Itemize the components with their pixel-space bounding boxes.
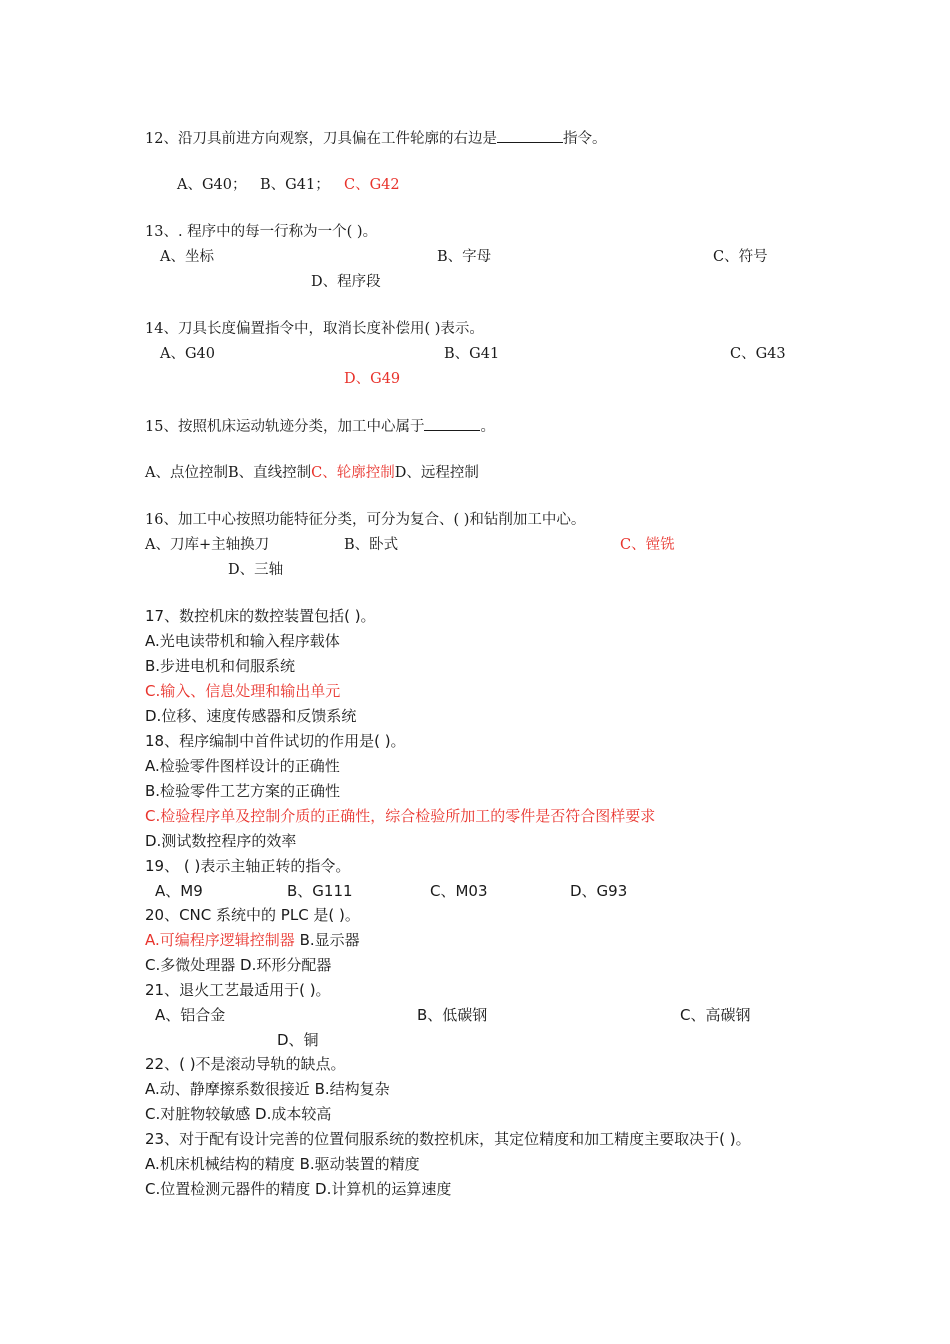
question-14-option-d-answer: D、G49 — [344, 371, 401, 387]
question-20-option-c: C.多微处理器 — [145, 956, 236, 974]
question-18-option-a: A.检验零件图样设计的正确性 — [145, 757, 340, 775]
question-21-option-d: D、铜 — [277, 1031, 319, 1049]
question-23-option-a: A.机床机械结构的精度 — [145, 1155, 295, 1173]
question-23-stem: 23、对于配有设计完善的位置伺服系统的数控机床，其定位精度和加工精度主要取决于( )。 — [145, 1130, 751, 1148]
question-15-options — [145, 463, 479, 483]
question-23-option-d: D.计算机的运算速度 — [315, 1180, 452, 1198]
question-20-options-row-1 — [145, 930, 360, 950]
question-21-option-a: A、铝合金 — [155, 1006, 226, 1024]
question-15-option-d: D、远程控制 — [394, 465, 479, 481]
question-21-stem: 21、退火工艺最适用于( )。 — [145, 981, 331, 999]
question-20-stem: 20、CNC 系统中的 PLC 是( )。 — [145, 906, 360, 924]
question-14-option-a: A、G40 — [160, 346, 216, 362]
question-16-stem: 16、加工中心按照功能特征分类，可分为复合、( )和钻削加工中心。 — [145, 512, 586, 528]
question-14-option-b: B、G41 — [444, 346, 500, 362]
question-22-option-d: D.成本较高 — [255, 1105, 332, 1123]
question-22-option-a: A.动、静摩擦系数很接近 — [145, 1080, 310, 1098]
question-17-option-d: D.位移、速度传感器和反馈系统 — [145, 707, 357, 725]
question-18-option-b: B.检验零件工艺方案的正确性 — [145, 782, 341, 800]
question-23-options-row-1 — [145, 1154, 420, 1174]
question-16-option-c-answer: C、镗铣 — [620, 537, 675, 553]
question-16-option-a: A、刀库+主轴换刀 — [145, 537, 270, 553]
question-19-option-a: A、M9 — [155, 882, 203, 900]
question-23-option-c: C.位置检测元器件的精度 — [145, 1180, 311, 1198]
question-15-stem — [145, 416, 495, 437]
answer-blank — [424, 416, 480, 431]
question-14-stem: 14、刀具长度偏置指令中，取消长度补偿用( )表示。 — [145, 321, 484, 337]
question-15-option-c-answer: C、轮廓控制 — [311, 465, 395, 481]
question-20-options-row-2 — [145, 955, 331, 975]
question-23-options-row-2 — [145, 1179, 451, 1199]
question-16-option-b: B、卧式 — [344, 537, 399, 553]
question-19-option-c: C、M03 — [430, 882, 488, 900]
question-23-option-b: B.驱动装置的精度 — [299, 1155, 420, 1173]
question-12-stem — [145, 128, 606, 149]
question-22-option-c: C.对脏物较敏感 — [145, 1105, 251, 1123]
question-22-option-b: B.结构复杂 — [314, 1080, 390, 1098]
question-19-option-b: B、G111 — [287, 882, 353, 900]
question-17-option-c-answer: C.输入、信息处理和输出单元 — [145, 682, 341, 700]
question-13-option-b: B、字母 — [437, 249, 492, 265]
question-22-options-row-2 — [145, 1104, 331, 1124]
question-13-option-a: A、坐标 — [160, 249, 214, 265]
question-13-option-c: C、符号 — [713, 249, 768, 265]
question-13-option-d: D、程序段 — [311, 274, 381, 290]
question-20-option-d: D.环形分配器 — [240, 956, 332, 974]
question-18-option-c-answer: C.检验程序单及控制介质的正确性，综合检验所加工的零件是否符合图样要求 — [145, 807, 656, 825]
question-12-text-end: 指令。 — [562, 131, 607, 147]
question-19-option-d: D、G93 — [570, 882, 628, 900]
question-17-stem: 17、数控机床的数控装置包括( )。 — [145, 607, 376, 625]
question-22-stem: 22、( )不是滚动导轨的缺点。 — [145, 1055, 346, 1073]
question-19-stem: 19、 ( )表示主轴正转的指令。 — [145, 857, 351, 875]
question-15-option-b: B、直线控制 — [227, 465, 312, 481]
question-15-option-a: A、点位控制 — [145, 465, 228, 481]
question-17-option-b: B.步进电机和伺服系统 — [145, 657, 296, 675]
question-12-option-b: B、G41； — [260, 177, 330, 193]
question-16-option-d: D、三轴 — [228, 562, 284, 578]
question-20-option-b: B.显示器 — [299, 931, 360, 949]
question-13-stem: 13、. 程序中的每一行称为一个( )。 — [145, 224, 378, 240]
question-18-option-d: D.测试数控程序的效率 — [145, 832, 297, 850]
question-14-option-c: C、G43 — [730, 346, 786, 362]
question-12-option-a: A、G40； — [177, 177, 247, 193]
question-21-option-c: C、高碳钢 — [680, 1006, 751, 1024]
question-15-text-end: 。 — [480, 419, 495, 435]
question-15-text: 15、按照机床运动轨迹分类，加工中心属于 — [145, 419, 425, 435]
question-22-options-row-1 — [145, 1079, 390, 1099]
question-12-option-c-answer: C、G42 — [344, 177, 400, 193]
question-18-stem: 18、程序编制中首件试切的作用是( )。 — [145, 732, 406, 750]
question-21-option-b: B、低碳钢 — [417, 1006, 488, 1024]
question-17-option-a: A.光电读带机和输入程序载体 — [145, 632, 340, 650]
question-12-text: 12、沿刀具前进方向观察，刀具偏在工件轮廓的右边是 — [145, 131, 497, 147]
answer-blank — [497, 128, 563, 143]
question-20-option-a-answer: A.可编程序逻辑控制器 — [145, 931, 295, 949]
